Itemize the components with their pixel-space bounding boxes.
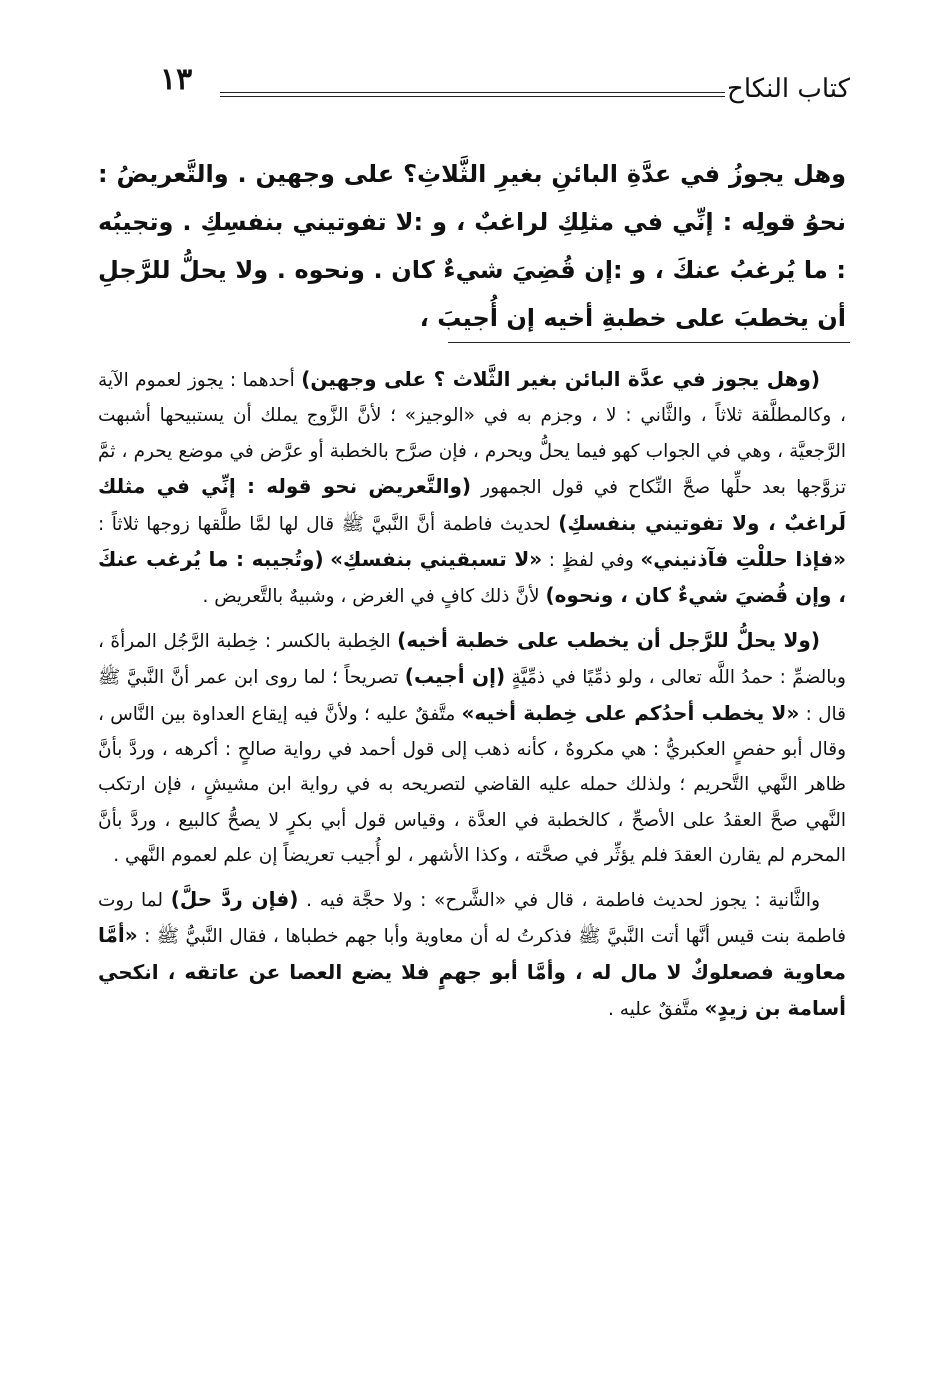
commentary-text: لأنَّ ذلك كافٍ في الغرض ، وشبيهٌ بالتَّعريض . <box>202 586 546 608</box>
main-text-content: وهل يجوزُ في عدَّةِ البائنِ بغيرِ الثَّلاثِ؟ على وجهين . والتَّعريضُ : نحوُ قولِه : إنِّي في مثلِكِ لراغبٌ ، و :لا تفوتيني بنفسِكِ . وتجيبُه : ما يُرغبُ عنكَ ، و :إن قُضِيَ شيءٌ كان . ونحوه . ولا يحلُّ للرَّجلِ أن يخطبَ على خطبةِ أخيه إن أُجيبَ ، <box>98 160 846 332</box>
hadith-quote: «لا يخطب أحدُكم على خِطبة أخيه» <box>461 700 800 725</box>
commentary-text: لحديث فاطمة أنَّ النَّبيَّ ﷺ قال لها لمَّا طلَّقها زوجها ثلاثاً : <box>98 513 559 535</box>
commentary-text: وفي لفظٍ : <box>542 550 641 572</box>
quoted-matn: (إن أجيب) <box>404 664 506 689</box>
page-number: ١٣ <box>160 62 193 97</box>
text-divider <box>448 342 850 343</box>
commentary-text: الخِطبة بالكسر : خِطبة الرَّجُل المرأةَ ، وبالضمِّ : حمدُ اللَّه تعالى ، ولو ذمِّيًا في ذمِّيَّةٍ <box>98 630 846 689</box>
commentary-text: متَّفقٌ عليه . <box>608 998 705 1020</box>
commentary <box>98 362 846 1035</box>
hadith-quote: «أمَّا معاوية فصعلوكٌ لا مال له ، وأمَّا أبو جهمٍ فلا يضع العصا عن عاتقه ، انكحي أسامة بن زيدٍ» <box>98 923 846 1020</box>
commentary-text: لما روت فاطمة بنت قيس أنَّها أتت النَّبيَّ ﷺ فذكرتُ له أن معاوية وأبا جهم خطباها ، فقال النَّبيُّ ﷺ : <box>98 889 846 948</box>
commentary-paragraph-2 <box>98 623 846 874</box>
quoted-matn: (فإن ردَّ حلَّ) <box>170 886 299 911</box>
hadith-quote: «فإذا حللْتِ فآذنيني» <box>640 547 846 572</box>
hadith-quote: «لا تسبقيني بنفسكِ» <box>330 547 543 572</box>
main-text <box>98 150 846 342</box>
running-title: كتاب النكاح <box>727 74 850 104</box>
page-header <box>130 62 850 112</box>
header-rule <box>220 92 725 97</box>
commentary-text: تصريحاً ؛ لما روى ابن عمر أنَّ النَّبيَّ ﷺ قال : <box>98 667 847 725</box>
commentary-text: والثَّانية : يجوز لحديث فاطمة ، قال في «الشَّرح» : ولا حجَّة فيه . <box>298 889 821 911</box>
commentary-paragraph-1 <box>98 362 846 615</box>
quoted-matn: (وتُجيبه : ما يُرغب عنكَ ، وإن قُضيَ شيءٌ كان ، ونحوه) <box>98 547 846 608</box>
quoted-matn: (ولا يحلُّ للرَّجل أن يخطب على خطبة أخيه) <box>397 627 820 652</box>
commentary-text: متَّفقٌ عليه ؛ ولأنَّ فيه إيقاع العداوة بين النَّاس ، وقال أبو حفصٍ العكبريُّ : هي مكروهٌ ، كأنه ذهب إلى قول أحمد في رواية صالحٍ : أكرهه ، وردَّ بأنَّ ظاهر النَّهي التَّحريم ؛ ولذلك حمله عليه القاضي لتصريحه به في رواية ابن مشيشٍ ، فإن ارتكب النَّهي صحَّ العقدُ على الأصحِّ ، كالخطبة في العدَّة ، وقياس قول أبي بكرٍ لا يصحُّ كالبيع ، وردَّ بأنَّ المحرم لم يقارن العقدَ فلم يؤثِّر في صحَّته ، وكذا الأشهر ، لو أُجيب تعريضاً إن علم لعموم النَّهي . <box>98 703 846 867</box>
quoted-matn: (والتَّعريض نحو قوله : إنِّي في مثلك لَراغبٌ ، ولا تفوتيني بنفسكِ) <box>98 474 846 535</box>
commentary-text: أحدهما : يجوز لعموم الآية ، وكالمطلَّقة ثلاثاً ، والثَّاني : لا ، وجزم به في «الوجيز» ؛ لأنَّ الزَّوج يملك أن يستبيحها أشبهت الرَّجعيَّة ، وهي في الجواب كهو فيما يحلُّ ويحرم ، فإن صرَّح بالخطبة أو عرَّض في موضع يحرم ، ثمَّ تزوَّجها بعد حلِّها صحَّ النِّكاح في قول الجمهور <box>98 370 846 499</box>
commentary-paragraph-3 <box>98 882 846 1028</box>
quoted-matn: (وهل يجوز في عدَّة البائن بغير الثَّلاث ؟ على وجهين) <box>301 367 820 391</box>
